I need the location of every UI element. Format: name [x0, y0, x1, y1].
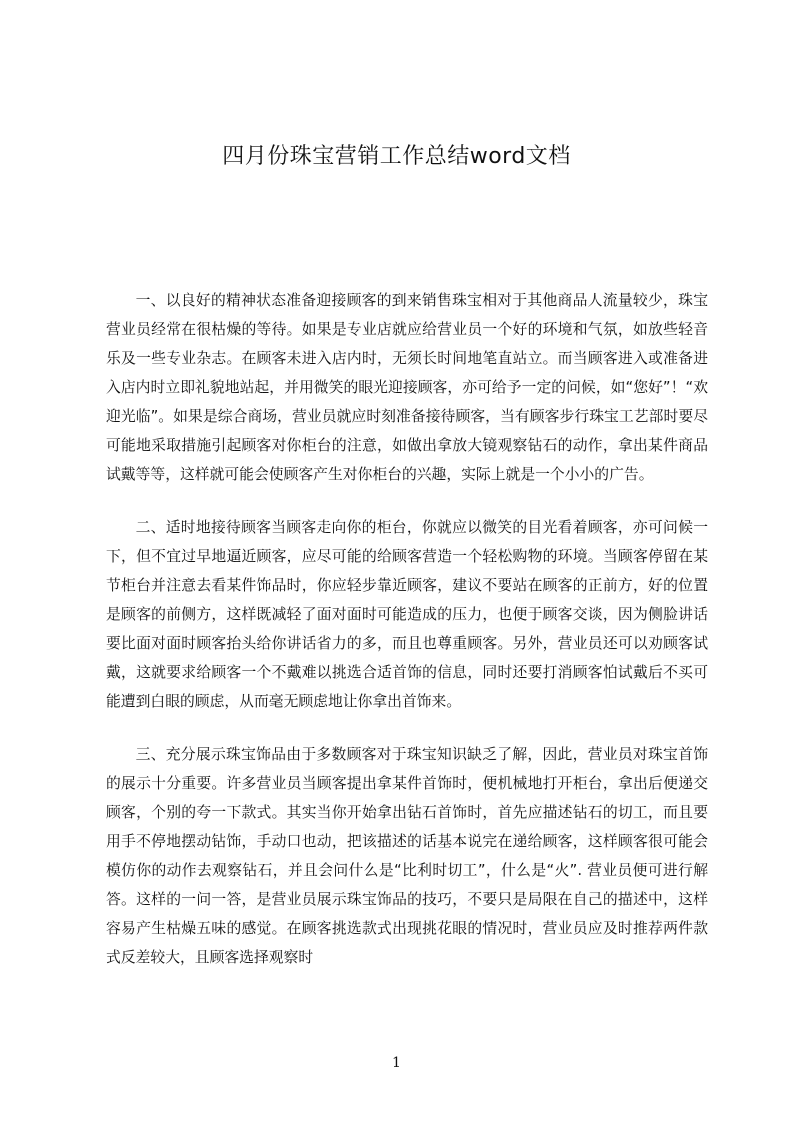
document-title: 四月份珠宝营销工作总结word文档 — [222, 144, 571, 169]
paragraph-2: 二、适时地接待顾客当顾客走向你的柜台，你就应以微笑的目光看着顾客，亦可问候一下，但不宜过早地逼近顾客，应尽可能的给顾客营造一个轻松购物的环境。当顾客停留在某节柜台并注意去看某件饰品时，你应轻步靠近顾客，建议不要站在顾客的正前方，好的位置是顾客的前侧方，这样既减轻了面对面时可能造成的压力，也便于顾客交谈，因为侧脸讲话要比面对面时顾客抬头给你讲话省力的多，而且也尊重顾客。另外，营业员还可以劝顾客试戴，这就要求给顾客一个不戴难以挑选合适首饰的信息，同时还要打消顾客怕试戴后不买可能遭到白眼的顾虑，从而毫无顾虑地让你拿出首饰来。 — [106, 519, 708, 710]
document-body — [106, 286, 708, 972]
paragraph-3: 三、充分展示珠宝饰品由于多数顾客对于珠宝知识缺乏了解，因此，营业员对珠宝首饰的展示十分重要。许多营业员当顾客提出拿某件首饰时，便机械地打开柜台，拿出后便递交顾客，个别的夸一下款式。其实当你开始拿出钻石首饰时，首先应描述钻石的切工，而且要用手不停地摆动钻饰，手动口也动，把该描述的话基本说完在递给顾客，这样顾客很可能会模仿你的动作去观察钻石，并且会问什么是“比利时切工”，什么是“火”. 营业员便可进行解答。这样的一问一答，是营业员展示珠宝饰品的技巧，不要只是局限在自己的描述中，这样容易产生枯燥五味的感觉。在顾客挑选款式出现挑花眼的情况时，营业员应及时推荐两件款式反差较大，且顾客选择观察时 — [106, 746, 708, 966]
paragraph-1: 一、以良好的精神状态准备迎接顾客的到来销售珠宝相对于其他商品人流量较少，珠宝营业员经常在很枯燥的等待。如果是专业店就应给营业员一个好的环境和气氛，如放些轻音乐及一些专业杂志。在顾客未进入店内时，无须长时间地笔直站立。而当顾客进入或准备进入店内时立即礼貌地站起，并用微笑的眼光迎接顾客，亦可给予一定的问候，如“您好”！“欢迎光临”。如果是综合商场，营业员就应时刻准备接待顾客，当有顾客步行珠宝工艺部时要尽可能地采取措施引起顾客对你柜台的注意，如做出拿放大镜观察钻石的动作，拿出某件商品试戴等等，这样就可能会使顾客产生对你柜台的兴趣，实际上就是一个小小的广告。 — [106, 292, 708, 483]
page-number: 1 — [392, 1055, 401, 1071]
